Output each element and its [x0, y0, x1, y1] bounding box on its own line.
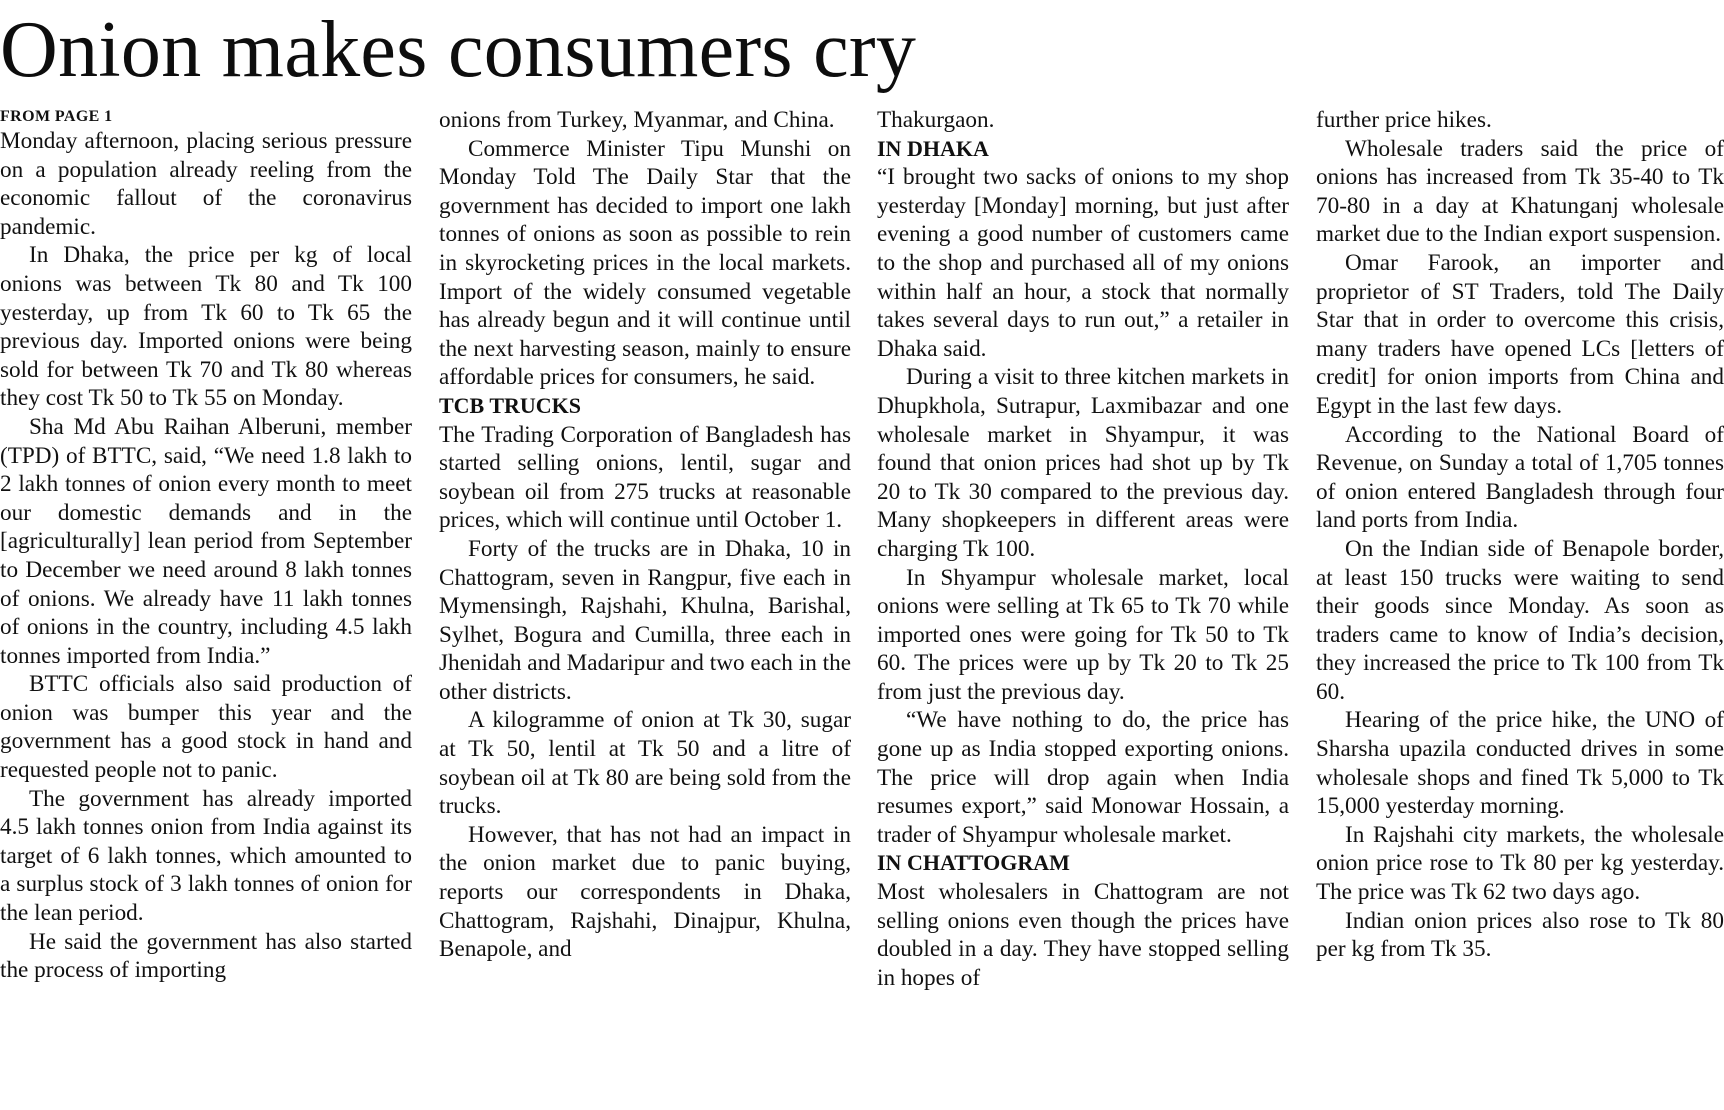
article-column-2: [439, 106, 851, 1110]
article-paragraph: However, that has not had an impact in the onion market due to panic buying, reports our correspondents in Dhaka, Chattogram, Rajshahi, Dinajpur, Khulna, Benapole, and: [439, 821, 851, 963]
article-paragraph: He said the government has also started the process of importing: [0, 928, 412, 984]
article-paragraph: Hearing of the price hike, the UNO of Sharsha upazila conducted drives in some wholesale shops and fined Tk 5,000 to Tk 15,000 yesterday morning.: [1316, 707, 1724, 820]
article-paragraph: further price hikes.: [1316, 107, 1492, 133]
article-paragraph: Sha Md Abu Raihan Alberuni, member (TPD) of BTTC, said, “We need 1.8 lakh to 2 lakh tonnes of onion every month to meet our domestic demands and in the [agriculturally] lean period from September to December we need around 8 lakh tonnes of onions. We already have 11 lakh tonnes of onions in the country, including 4.5 lakh tonnes imported from India.”: [0, 413, 412, 669]
article-paragraph: During a visit to three kitchen markets in Dhupkhola, Sutrapur, Laxmibazar and one wholesale market in Shyampur, it was found that onion prices had shot up by Tk 20 to Tk 30 compared to the previous day. Many shopkeepers in different areas were charging Tk 100.: [877, 364, 1289, 562]
jump-label: FROM PAGE 1: [0, 108, 113, 125]
article-paragraph: In Shyampur wholesale market, local onions were selling at Tk 65 to Tk 70 while imported ones were going for Tk 50 to Tk 60. The prices were up by Tk 20 to Tk 25 from just the previous day.: [877, 564, 1289, 705]
article-paragraph: In Rajshahi city markets, the wholesale onion price rose to Tk 80 per kg yesterday. The price was Tk 62 two days ago.: [1316, 821, 1724, 906]
article-paragraph: Omar Farook, an importer and proprietor of ST Traders, told The Daily Star that in order to overcome this crisis, many traders have opened LCs [letters of credit] for onion imports from China and Egypt in the last few days.: [1316, 249, 1724, 419]
article-paragraph: The government has already imported 4.5 lakh tonnes onion from India against its target of 6 lakh tonnes, which amounted to a surplus stock of 3 lakh tonnes of onion for the lean period.: [0, 785, 412, 927]
article-paragraph: BTTC officials also said production of onion was bumper this year and the government has a good stock in hand and requested people not to panic.: [0, 671, 412, 784]
article-paragraph: According to the National Board of Revenue, on Sunday a total of 1,705 tonnes of onion entered Bangladesh through four land ports from India.: [1316, 421, 1724, 534]
section-subhead: IN CHATTOGRAM: [877, 850, 1070, 876]
article-paragraph: “We have nothing to do, the price has gone up as India stopped exporting onions. The price will drop again when India resumes export,” said Monowar Hossain, a trader of Shyampur wholesale market.: [877, 707, 1289, 848]
article-paragraph: Indian onion prices also rose to Tk 80 per kg from Tk 35.: [1316, 907, 1724, 963]
article-column-4: [1316, 106, 1724, 1110]
article-column-3: [877, 106, 1289, 1110]
article-paragraph: Monday afternoon, placing serious pressure on a population already reeling from the economic fallout of the coronavirus pandemic.: [0, 128, 412, 240]
article-paragraph: The Trading Corporation of Bangladesh has started selling onions, lentil, sugar and soybean oil from 275 trucks at reasonable prices, which will continue until October 1.: [439, 421, 851, 534]
section-subhead: TCB TRUCKS: [439, 392, 582, 418]
article-paragraph: In Dhaka, the price per kg of local onions was between Tk 80 and Tk 100 yesterday, up from Tk 60 to Tk 65 the previous day. Imported onions were being sold for between Tk 70 and Tk 80 whereas they cost Tk 50 to Tk 55 on Monday.: [0, 242, 412, 412]
article-column-1: [0, 106, 412, 1110]
article-paragraph: Forty of the trucks are in Dhaka, 10 in Chattogram, seven in Rangpur, five each in Mymensingh, Rajshahi, Khulna, Barishal, Sylhet, Bogura and Cumilla, three each in Jhenidah and Madaripur and two each in the other districts.: [439, 535, 851, 705]
headline: Onion makes consumers cry: [0, 6, 917, 94]
article-paragraph: A kilogramme of onion at Tk 30, sugar at Tk 50, lentil at Tk 50 and a litre of soybean oil at Tk 80 are being sold from the trucks.: [439, 707, 851, 820]
article-paragraph: Most wholesalers in Chattogram are not selling onions even though the prices have doubled in a day. They have stopped selling in hopes of: [877, 879, 1289, 991]
article-paragraph: Commerce Minister Tipu Munshi on Monday Told The Daily Star that the government has decided to import one lakh tonnes of onions as soon as possible to rein in skyrocketing prices in the local markets. Import of the widely consumed vegetable has already begun and it will continue until the next harvesting season, mainly to ensure affordable prices for consumers, he said.: [439, 135, 851, 391]
article-paragraph: Thakurgaon.: [877, 107, 995, 133]
article-paragraph: On the Indian side of Benapole border, at least 150 trucks were waiting to send their goods since Monday. As soon as traders came to know of India’s decision, they increased the price to Tk 100 from Tk 60.: [1316, 535, 1724, 705]
article-paragraph: onions from Turkey, Myanmar, and China.: [439, 107, 835, 133]
article-paragraph: “I brought two sacks of onions to my shop yesterday [Monday] morning, but just after evening a good number of customers came to the shop and purchased all of my onions within half an hour, a stock that normally takes several days to run out,” a retailer in Dhaka said.: [877, 164, 1289, 362]
article-body: [0, 106, 1724, 1110]
article-paragraph: Wholesale traders said the price of onions has increased from Tk 35-40 to Tk 70-80 in a day at Khatunganj wholesale market due to the Indian export suspension.: [1316, 135, 1724, 248]
section-subhead: IN DHAKA: [877, 135, 989, 161]
